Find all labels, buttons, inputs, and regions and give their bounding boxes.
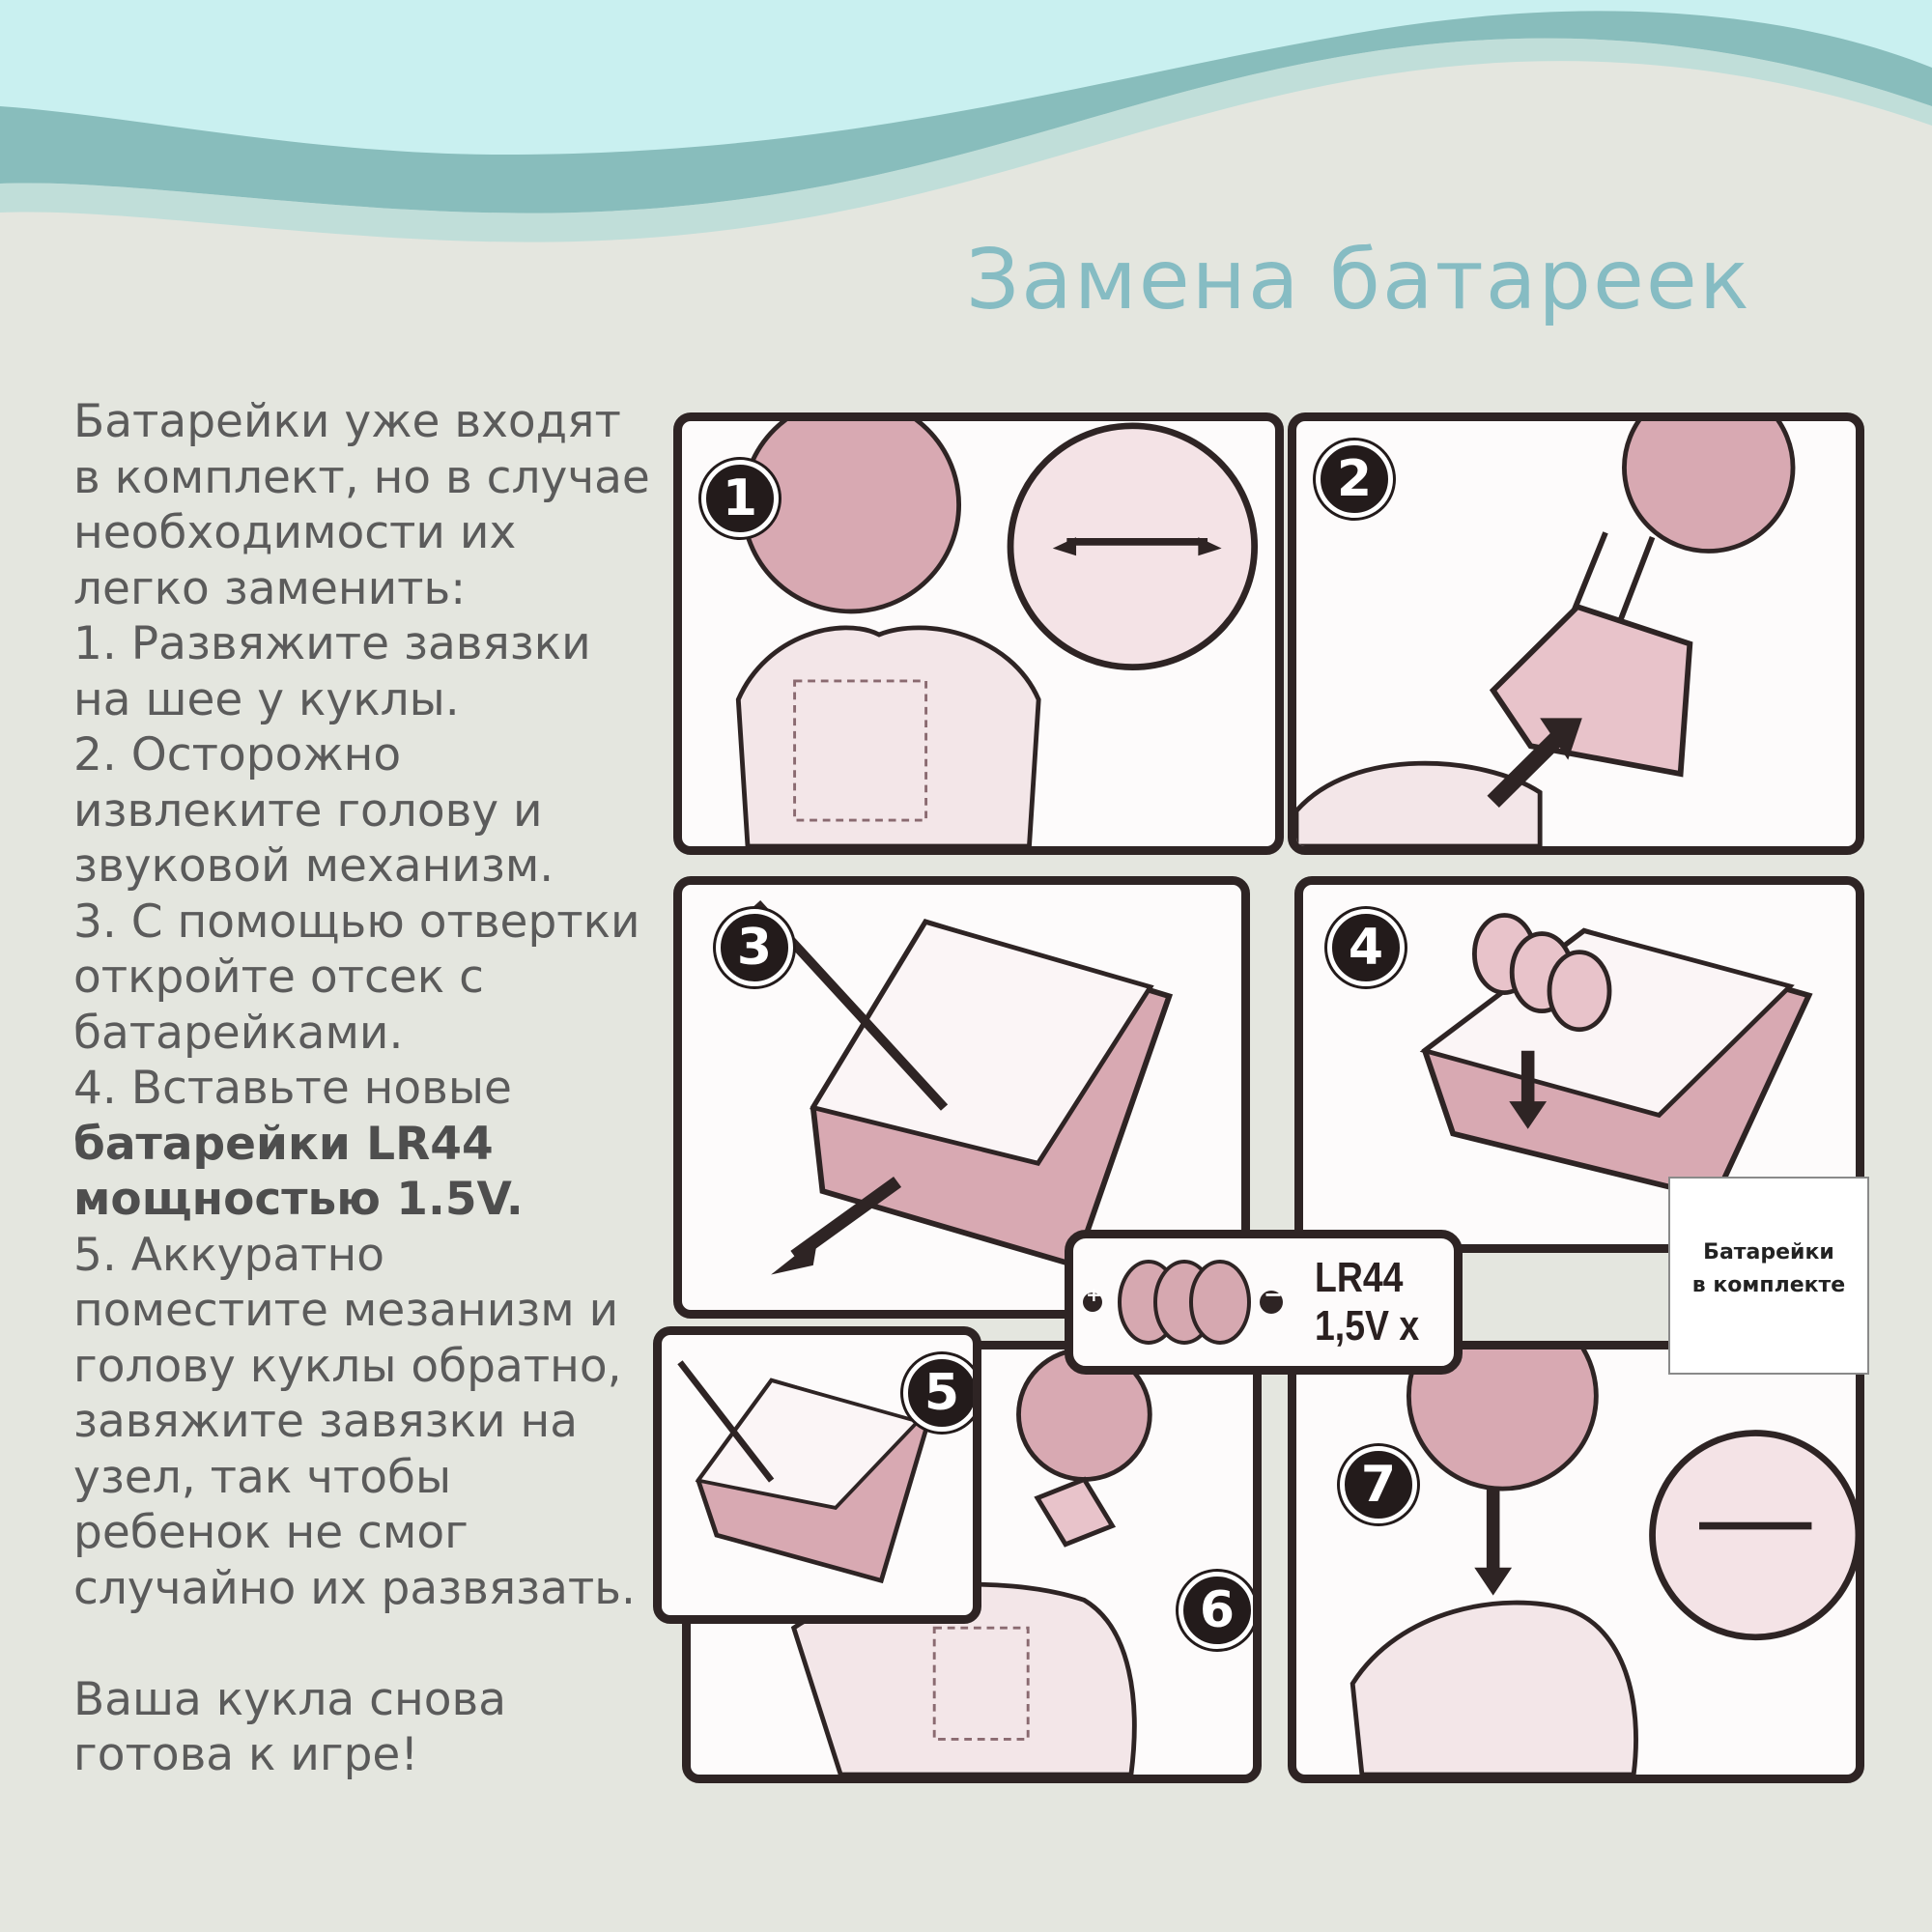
step-2-badge: 2 <box>1316 440 1393 518</box>
battery-model: LR44 <box>1315 1254 1404 1301</box>
step-5-text: 5. Аккуратно поместите мезанизм и голову куклы обратно, завяжите завязки на узел, так чтобы ребенок не смог случайно их развязать. <box>73 1228 636 1615</box>
outro-text: Ваша кукла снова готова к игре! <box>73 1672 506 1781</box>
panel-step-5 <box>653 1326 981 1624</box>
step-4-badge: 4 <box>1327 909 1405 986</box>
step-4-text <box>73 1061 653 1228</box>
sticker-line-1: Батарейки <box>1703 1240 1834 1264</box>
step-4-bold: батарейки LR44 мощностью 1.5V. <box>73 1117 524 1226</box>
step-3-badge: 3 <box>716 909 793 986</box>
illustration-tie-neck <box>1296 1350 1856 1775</box>
step-7-badge: 7 <box>1340 1446 1417 1523</box>
sticker-line-2: в комплекте <box>1691 1273 1846 1297</box>
battery-spec-box <box>1065 1230 1463 1375</box>
step-2-text: 2. Осторожно извлеките голову и звуковой механизм. <box>73 728 554 893</box>
page-title: Замена батареек <box>966 232 1751 328</box>
step-6-badge: 6 <box>1179 1572 1256 1649</box>
sticker-text <box>1670 1236 1867 1302</box>
battery-plus-sign: + <box>1086 1283 1102 1306</box>
step-5-badge: 5 <box>903 1354 980 1432</box>
panel-step-2 <box>1288 412 1864 855</box>
step-1-badge: 1 <box>701 460 779 537</box>
instructions-text <box>73 394 653 1783</box>
step-3-text: 3. С помощью отвертки откройте отсек с батарейками. <box>73 895 640 1060</box>
panel-step-1 <box>673 412 1284 855</box>
batteries-included-sticker <box>1668 1177 1869 1375</box>
battery-label <box>1315 1254 1438 1350</box>
battery-voltage: 1,5V x <box>1315 1302 1420 1350</box>
panel-step-7 <box>1288 1341 1864 1783</box>
step-4-prefix: 4. Вставьте новые <box>73 1062 512 1115</box>
step-1-text: 1. Развяжите завязки на шее у куклы. <box>73 617 591 726</box>
battery-minus-sign: − <box>1264 1281 1284 1308</box>
intro-text: Батарейки уже входят в комплект, но в случае необходимости их легко заменить: <box>73 395 650 615</box>
